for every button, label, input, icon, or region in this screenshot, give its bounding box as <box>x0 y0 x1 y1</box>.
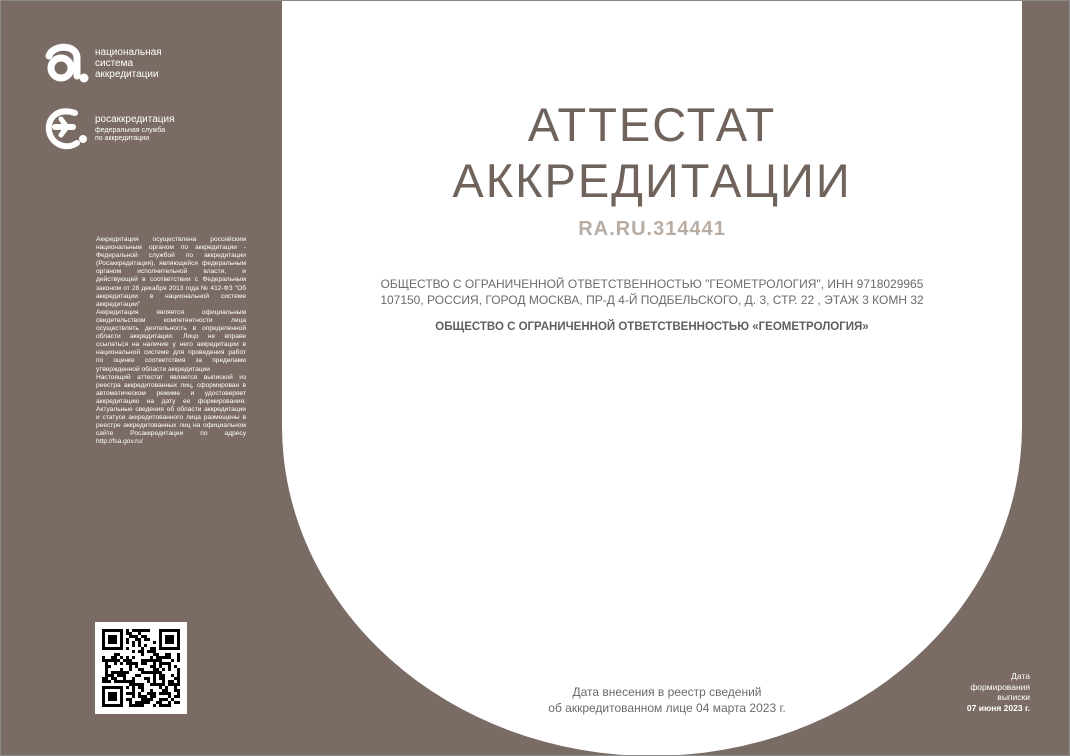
issue-date-label-1: Дата <box>1011 671 1030 681</box>
registration-number: RA.RU.314441 <box>578 218 726 240</box>
nsa-logo-line-2: система <box>95 57 134 69</box>
rosaccreditation-sub-line-1: федеральная служба <box>95 126 166 134</box>
organization-short-name: ОБЩЕСТВО С ОГРАНИЧЕННОЙ ОТВЕТСТВЕННОСТЬЮ «ГЕОМЕТРОЛОГИЯ» <box>435 321 869 333</box>
accreditation-notice-paragraph-3: Настоящий аттестат является выпиской из реестра аккредитованных лиц, сформирован в автоматическом режиме и удостоверяет аккредитацию на дату ее формирования. Актуальные сведения об области аккредитации и статусе аккредитованного лица размещены в реестре аккредитованных лиц на официальном сайте Росаккредитации по адресу http://fsa.gov.ru/ <box>96 373 246 446</box>
rosaccreditation-sub-line-2: по аккредитации <box>95 134 150 142</box>
issue-date-label-2: формирования <box>970 681 1030 692</box>
accreditation-notice-paragraph-2: Аккредитация является официальным свидетельством компетентности лица осуществлять деятельность в определенной области аккредитации. Лицо не вправе ссылаться на наличие у него аккредитации в национальной системе для проведения работ по оценке соответствия за пределами утвержденной области аккредитации <box>96 308 246 373</box>
organization-address: 107150, РОССИЯ, ГОРОД МОСКВА, ПР-Д 4-Й ПОДБЕЛЬСКОГО, Д. 3, СТР. 22 , ЭТАЖ 3 КОМН 32 <box>380 293 924 307</box>
accreditation-notice-paragraph-1: Аккредитация осуществлена российским национальным органом по аккредитации - Федеральной службой по аккредитации (Росаккредитация), являющейся федеральным органом исполнительной власти, и действующей в соответствии с Федеральным законом от 28 декабря 2013 года № 412-ФЗ "Об аккредитации в национальной системе аккредитации" <box>96 236 246 308</box>
organization-full-name: ОБЩЕСТВО С ОГРАНИЧЕННОЙ ОТВЕТСТВЕННОСТЬЮ "ГЕОМЕТРОЛОГИЯ", ИНН 9718029965 <box>380 277 924 291</box>
nsa-logo-line-3: аккредитации <box>95 68 159 80</box>
rosaccreditation-name: росаккредитация <box>95 113 175 125</box>
issue-date-label-3: выписки <box>997 692 1030 702</box>
issue-date-value: 07 июня 2023 г. <box>966 702 1030 713</box>
certificate-title-line-1: АТТЕСТАТ <box>527 98 777 151</box>
certificate-title-line-2: АККРЕДИТАЦИИ <box>452 154 852 207</box>
nsa-logo-line-1: национальная <box>95 46 162 58</box>
registry-entry-line-2: об аккредитованном лице 04 марта 2023 г. <box>548 701 786 715</box>
registry-entry-line-1: Дата внесения в реестр сведений <box>572 685 762 699</box>
